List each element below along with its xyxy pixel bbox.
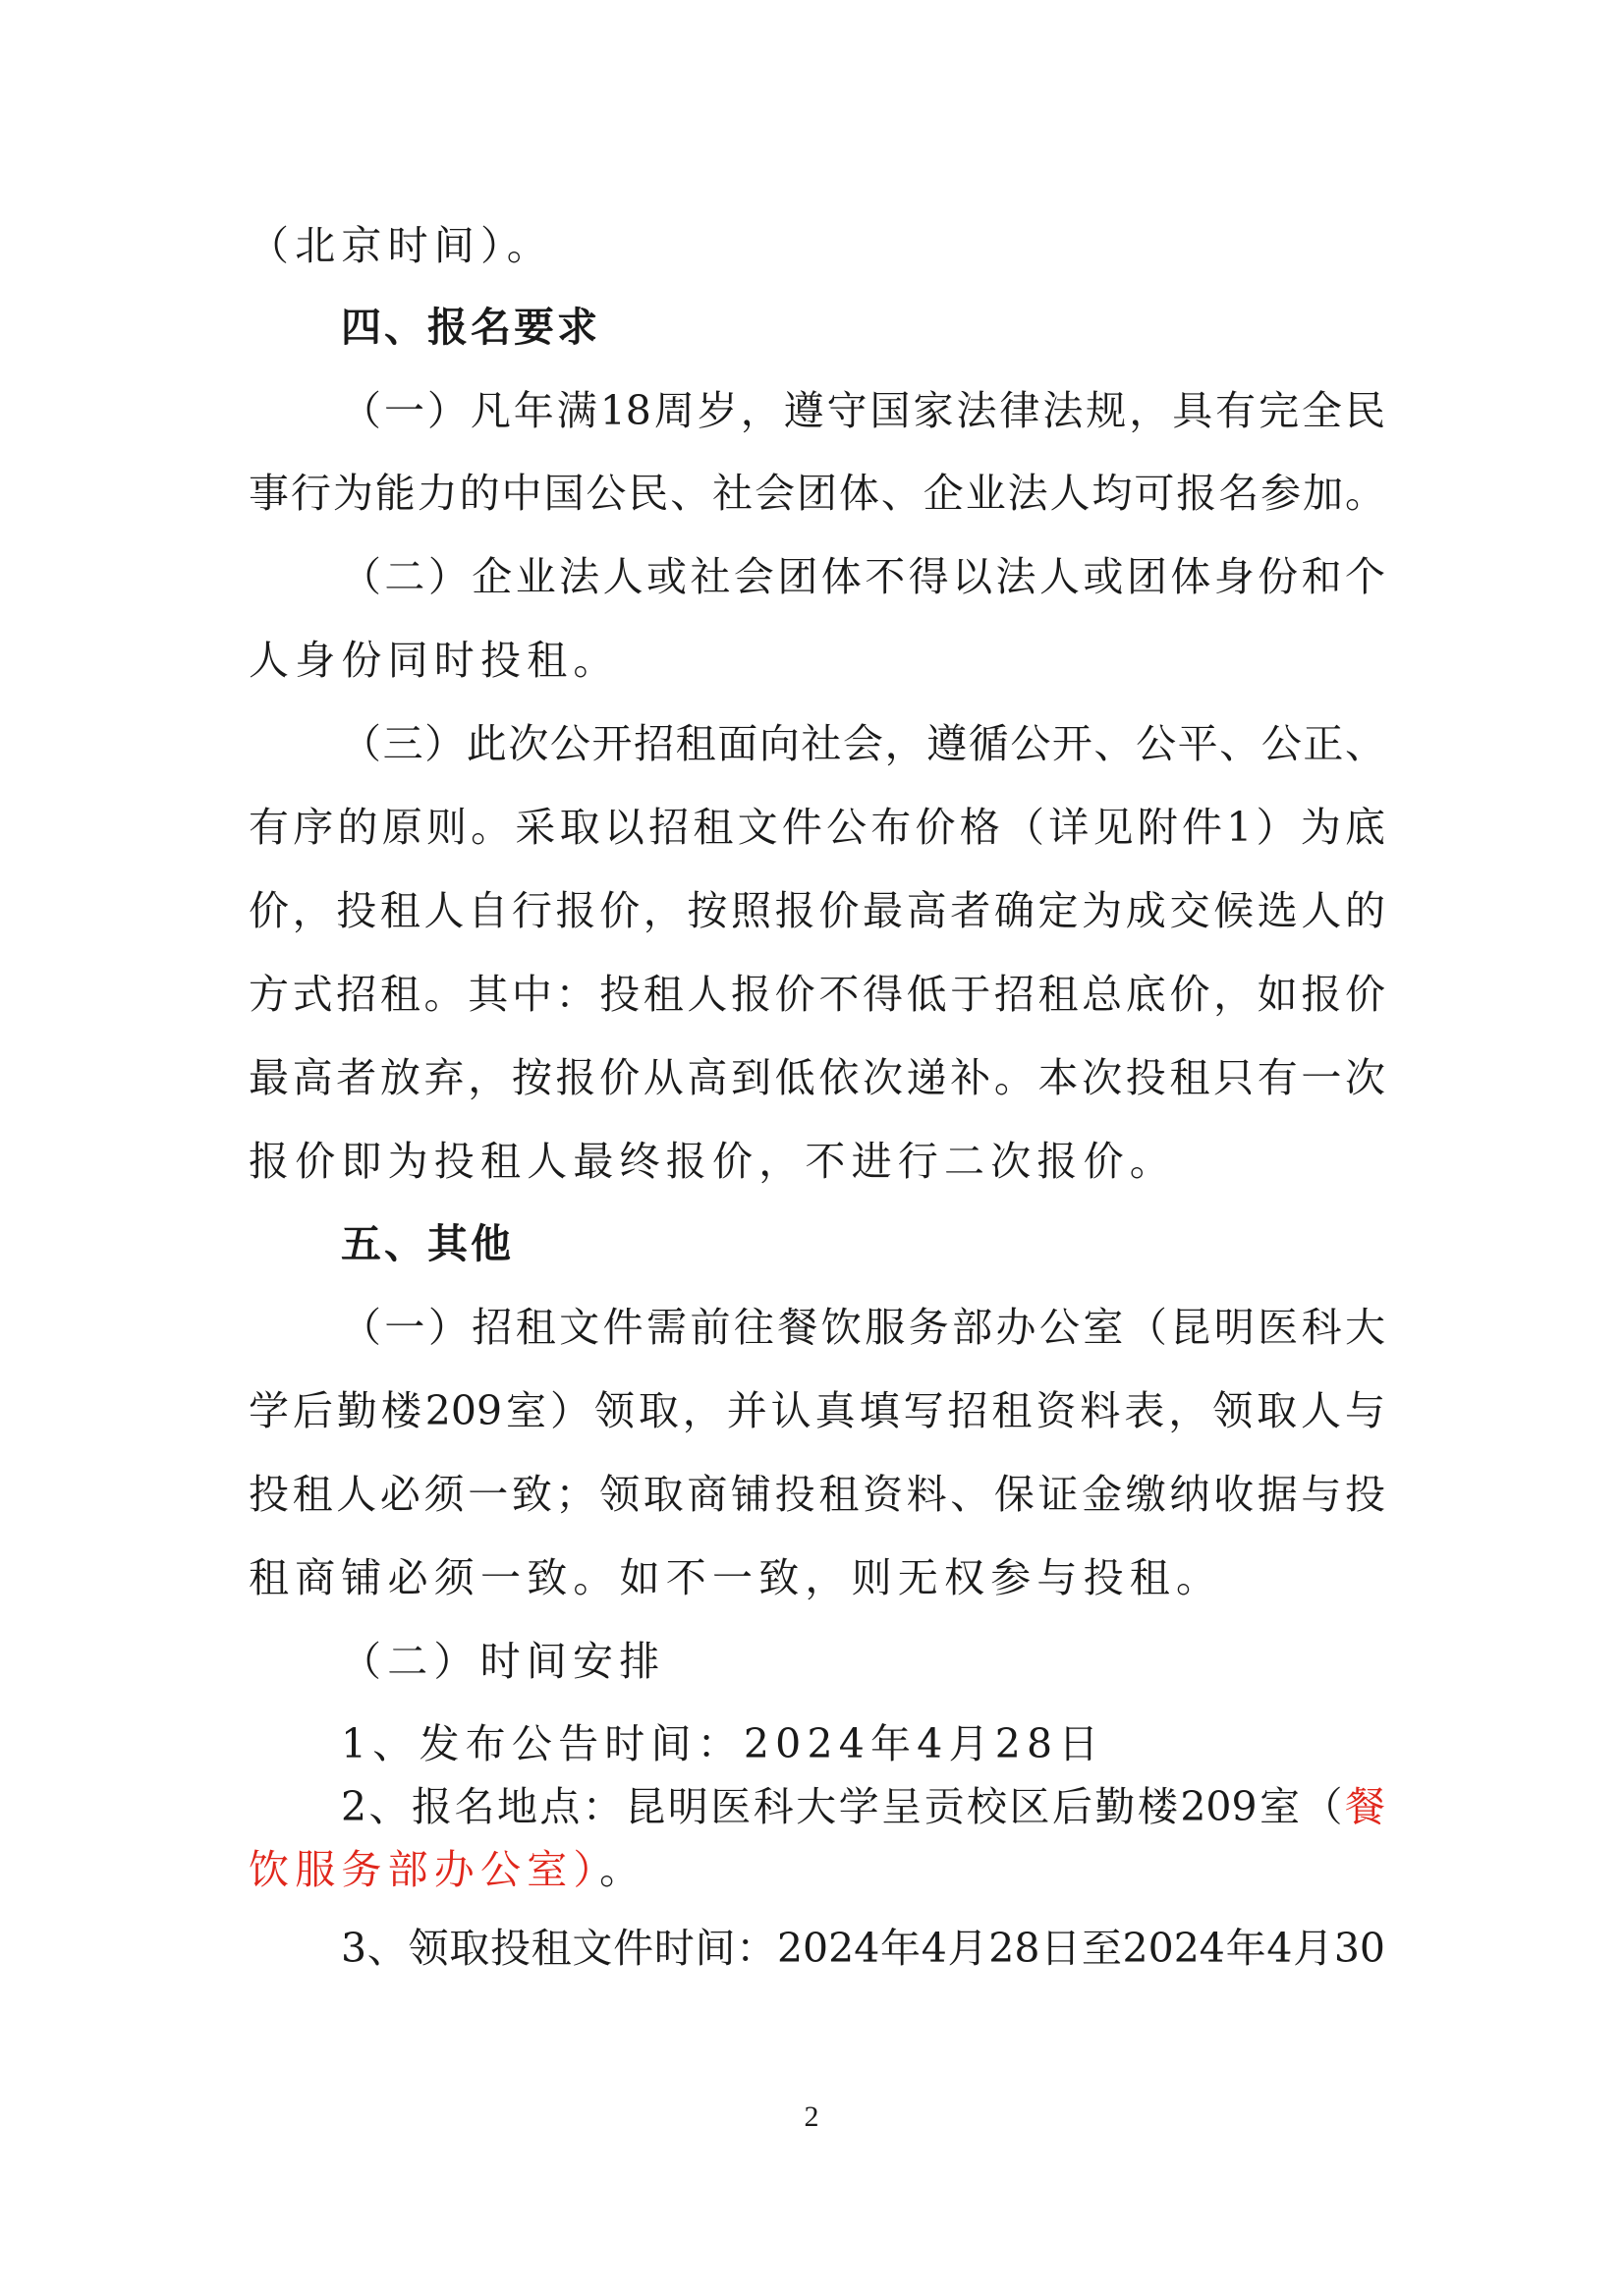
requirement-3-line-6: 报价即为投租人最终报价，不进行二次报价。 bbox=[249, 1138, 1176, 1185]
requirement-3-line-5: 最高者放弃，按报价从高到低依次递补。本次投租只有一次 bbox=[249, 1054, 1385, 1101]
other-1-line-1: （一）招租文件需前往餐饮服务部办公室（昆明医科大 bbox=[341, 1304, 1385, 1351]
schedule-item-2-period: 。 bbox=[599, 1846, 646, 1893]
section-heading-registration-requirements: 四、报名要求 bbox=[341, 304, 600, 351]
requirement-2-line-1: （二）企业法人或社会团体不得以法人或团体身份和个 bbox=[341, 553, 1385, 600]
other-1-line-4: 租商铺必须一致。如不一致，则无权参与投租。 bbox=[249, 1554, 1223, 1601]
requirement-3-line-3: 价，投租人自行报价，按照报价最高者确定为成交候选人的 bbox=[249, 887, 1385, 934]
highlighted-office-name-start: 餐 bbox=[1345, 1783, 1385, 1830]
requirement-2-line-2: 人身份同时投租。 bbox=[249, 637, 620, 684]
schedule-item-2-line-2 bbox=[249, 1842, 1385, 1897]
requirement-3-line-1: （三）此次公开招租面向社会，遵循公开、公平、公正、 bbox=[341, 720, 1385, 767]
other-1-line-2: 学后勤楼209室）领取，并认真填写招租资料表，领取人与 bbox=[249, 1387, 1385, 1434]
requirement-1-line-2: 事行为能力的中国公民、社会团体、企业法人均可报名参加。 bbox=[249, 470, 1385, 517]
schedule-item-3-line-1: 3、领取投租文件时间：2024年4月28日至2024年4月30 bbox=[341, 1925, 1385, 1972]
schedule-item-2-line-1 bbox=[341, 1779, 1385, 1834]
highlighted-office-name-end: 饮服务部办公室） bbox=[249, 1846, 600, 1893]
other-1-line-3: 投租人必须一致；领取商铺投租资料、保证金缴纳收据与投 bbox=[249, 1471, 1385, 1518]
other-2-schedule-heading: （二）时间安排 bbox=[341, 1638, 666, 1685]
requirement-1-line-1: （一）凡年满18周岁，遵守国家法律法规，具有完全民 bbox=[341, 387, 1385, 434]
schedule-item-2-text: 2、报名地点：昆明医科大学呈贡校区后勤楼209室（ bbox=[341, 1783, 1345, 1830]
section-heading-other: 五、其他 bbox=[341, 1220, 514, 1267]
requirement-3-line-4: 方式招租。其中：投租人报价不得低于招租总底价，如报价 bbox=[249, 971, 1385, 1018]
page-number: 2 bbox=[804, 2100, 819, 2133]
requirement-3-line-2: 有序的原则。采取以招租文件公布价格（详见附件1）为底 bbox=[249, 804, 1385, 851]
schedule-item-1: 1、发布公告时间：2024年4月28日 bbox=[341, 1720, 1105, 1767]
paragraph-continuation: （北京时间）。 bbox=[249, 222, 553, 269]
